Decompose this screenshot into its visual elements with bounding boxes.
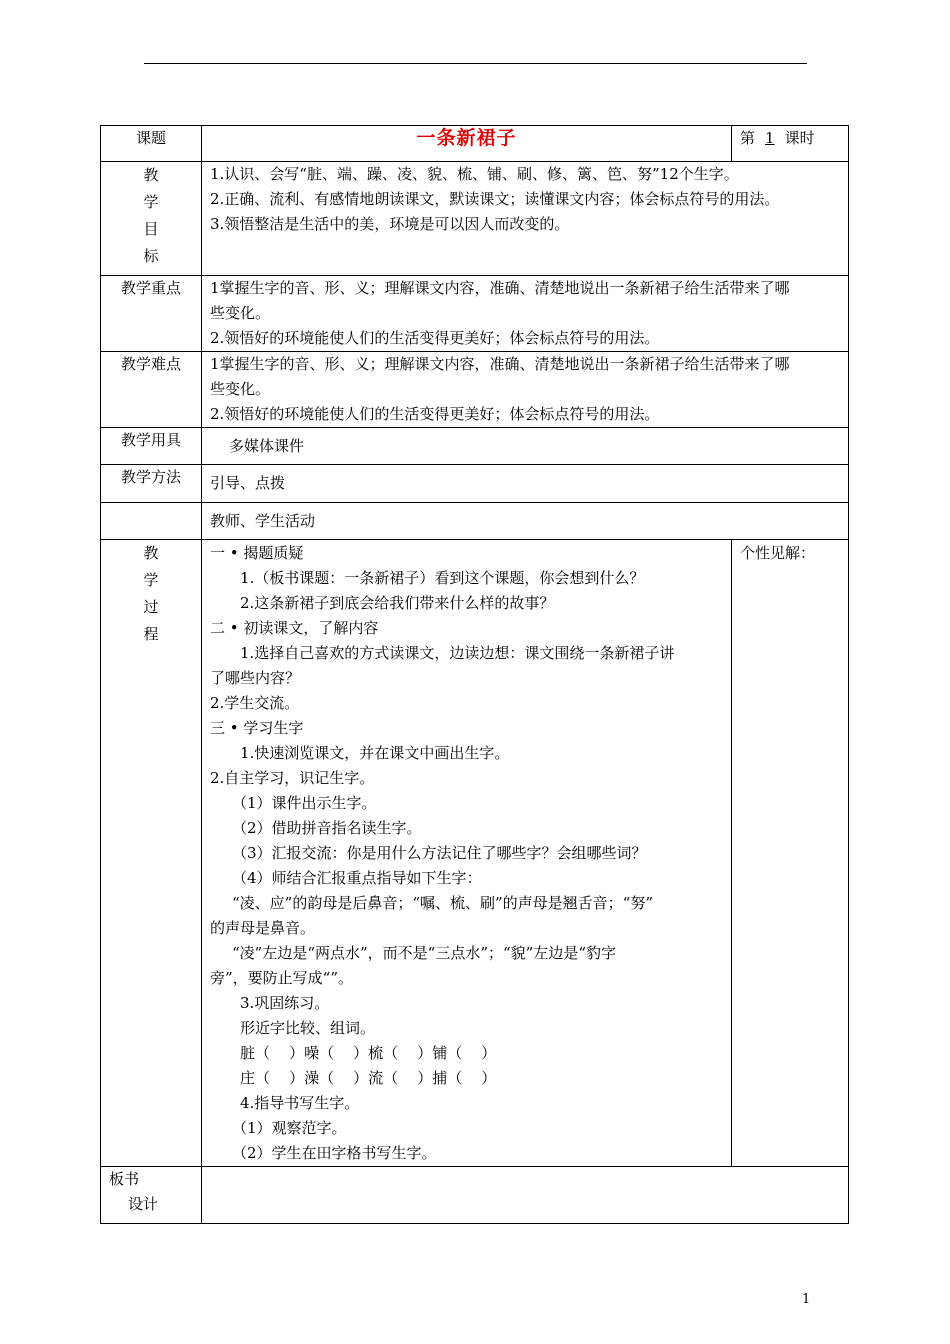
- key-point-line: 些变化。: [210, 304, 271, 322]
- process-line: 庄（ ）澡（ ）流（ ）捕（ ）: [240, 1069, 497, 1087]
- difficult-point-line: 些变化。: [210, 380, 271, 398]
- row-key-points: [101, 276, 849, 352]
- activities-label-empty: [101, 503, 202, 540]
- board-label-line: 板书: [109, 1170, 140, 1188]
- activities-header: 教师、学生活动: [202, 503, 849, 540]
- process-line: 形近字比较、组词。: [240, 1019, 376, 1037]
- goal-line: 2.正确、流利、有感情地朗读课文，默读课文；读懂课文内容；体会标点符号的用法。: [210, 190, 780, 208]
- process-line: “凌、应”的韵母是后鼻音；“嘱、梳、刷”的声母是翘舌音；“努”: [232, 894, 654, 912]
- tools-label: 教学用具: [101, 428, 202, 465]
- personal-notes: [732, 540, 849, 1167]
- lesson-prefix: 第: [740, 129, 756, 147]
- row-difficult-points: [101, 352, 849, 428]
- difficult-points-label: 教学难点: [101, 352, 202, 428]
- row-activities-header: [101, 503, 849, 540]
- process-line: 旁”，要防止写成“”。: [210, 969, 354, 987]
- row-title: [101, 126, 849, 162]
- difficult-point-line: 2.领悟好的环境能使人们的生活变得更美好；体会标点符号的用法。: [210, 405, 660, 423]
- key-points-content: [202, 276, 849, 352]
- goals-label-char: 学: [143, 193, 159, 211]
- goals-label-char: 教: [143, 166, 159, 184]
- goals-label-char: 目: [143, 220, 159, 238]
- process-line: （2）学生在田字格书写生字。: [232, 1144, 437, 1162]
- goal-line: 1.认识、会写“脏、端、躁、凌、貌、梳、铺、刷、修、篱、笆、努”12个生字。: [210, 165, 739, 183]
- tools-value: 多媒体课件: [202, 428, 849, 465]
- lesson-plan-table: [100, 125, 849, 1224]
- goals-label-char: 标: [143, 247, 159, 265]
- key-point-line: 1掌握生字的音、形、义；理解课文内容，准确、清楚地说出一条新裙子给生活带来了哪: [210, 279, 790, 297]
- subject-label: 课题: [101, 126, 202, 162]
- process-line: “凌”左边是“两点水”，而不是“三点水”；“貌”左边是“豹字: [232, 944, 617, 962]
- process-line: 2.自主学习，识记生字。: [210, 769, 375, 787]
- goals-content: [202, 162, 849, 276]
- process-line: 1.（板书课题：一条新裙子）看到这个课题，你会想到什么？: [240, 569, 645, 587]
- process-line: （4）师结合汇报重点指导如下生字：: [232, 869, 482, 887]
- row-board-design: [101, 1167, 849, 1224]
- page-number: 1: [802, 1292, 811, 1307]
- method-label: 教学方法: [101, 465, 202, 503]
- lesson-title: 一条新裙子: [202, 126, 732, 162]
- header-rule: [144, 63, 807, 64]
- row-process: [101, 540, 849, 1167]
- board-design-label: [101, 1167, 202, 1224]
- process-line: 的声母是鼻音。: [210, 919, 316, 937]
- process-label-char: 程: [143, 625, 159, 643]
- process-line: 4.指导书写生字。: [240, 1094, 360, 1112]
- goal-line: 3.领悟整洁是生活中的美，环境是可以因人而改变的。: [210, 215, 570, 233]
- lesson-suffix: 课时: [784, 129, 815, 147]
- lesson-number: 1: [765, 129, 775, 147]
- process-line: 2.这条新裙子到底会给我们带来什么样的故事？: [240, 594, 555, 612]
- process-line: （1）观察范字。: [232, 1119, 347, 1137]
- process-line: 脏（ ）噪（ ）梳（ ）铺（ ）: [240, 1044, 497, 1062]
- process-line: 1.选择自己喜欢的方式读课文，边读边想：课文围绕一条新裙子讲: [240, 644, 675, 662]
- process-label-char: 过: [143, 598, 159, 616]
- difficult-points-content: [202, 352, 849, 428]
- process-line: （3）汇报交流：你是用什么方法记住了哪些字？会组哪些词？: [232, 844, 647, 862]
- key-point-line: 2.领悟好的环境能使人们的生活变得更美好；体会标点符号的用法。: [210, 329, 660, 347]
- process-line: 2.学生交流。: [210, 694, 300, 712]
- process-line: 一 • 揭题质疑: [210, 544, 304, 562]
- process-line: 了哪些内容？: [210, 669, 301, 687]
- method-value: 引导、点拨: [202, 465, 849, 503]
- row-tools: [101, 428, 849, 465]
- process-label: [101, 540, 202, 1167]
- process-line: 3.巩固练习。: [240, 994, 330, 1012]
- lesson-period: [732, 126, 849, 162]
- process-line: 二 • 初读课文，了解内容: [210, 619, 379, 637]
- difficult-point-line: 1掌握生字的音、形、义；理解课文内容，准确、清楚地说出一条新裙子给生活带来了哪: [210, 355, 790, 373]
- process-label-char: 学: [143, 571, 159, 589]
- process-line: （2）借助拼音指名读生字。: [232, 819, 422, 837]
- key-points-label: 教学重点: [101, 276, 202, 352]
- process-line: （1）课件出示生字。: [232, 794, 377, 812]
- process-content: [202, 540, 732, 1167]
- process-label-char: 教: [143, 544, 159, 562]
- process-line: 三 • 学习生字: [210, 719, 304, 737]
- process-line: 1.快速浏览课文，并在课文中画出生字。: [240, 744, 510, 762]
- board-design-content: [202, 1167, 849, 1224]
- board-label-line: 设计: [128, 1195, 159, 1213]
- row-goals: [101, 162, 849, 276]
- personal-notes-label: 个性见解：: [740, 544, 816, 562]
- goals-label: [101, 162, 202, 276]
- row-method: [101, 465, 849, 503]
